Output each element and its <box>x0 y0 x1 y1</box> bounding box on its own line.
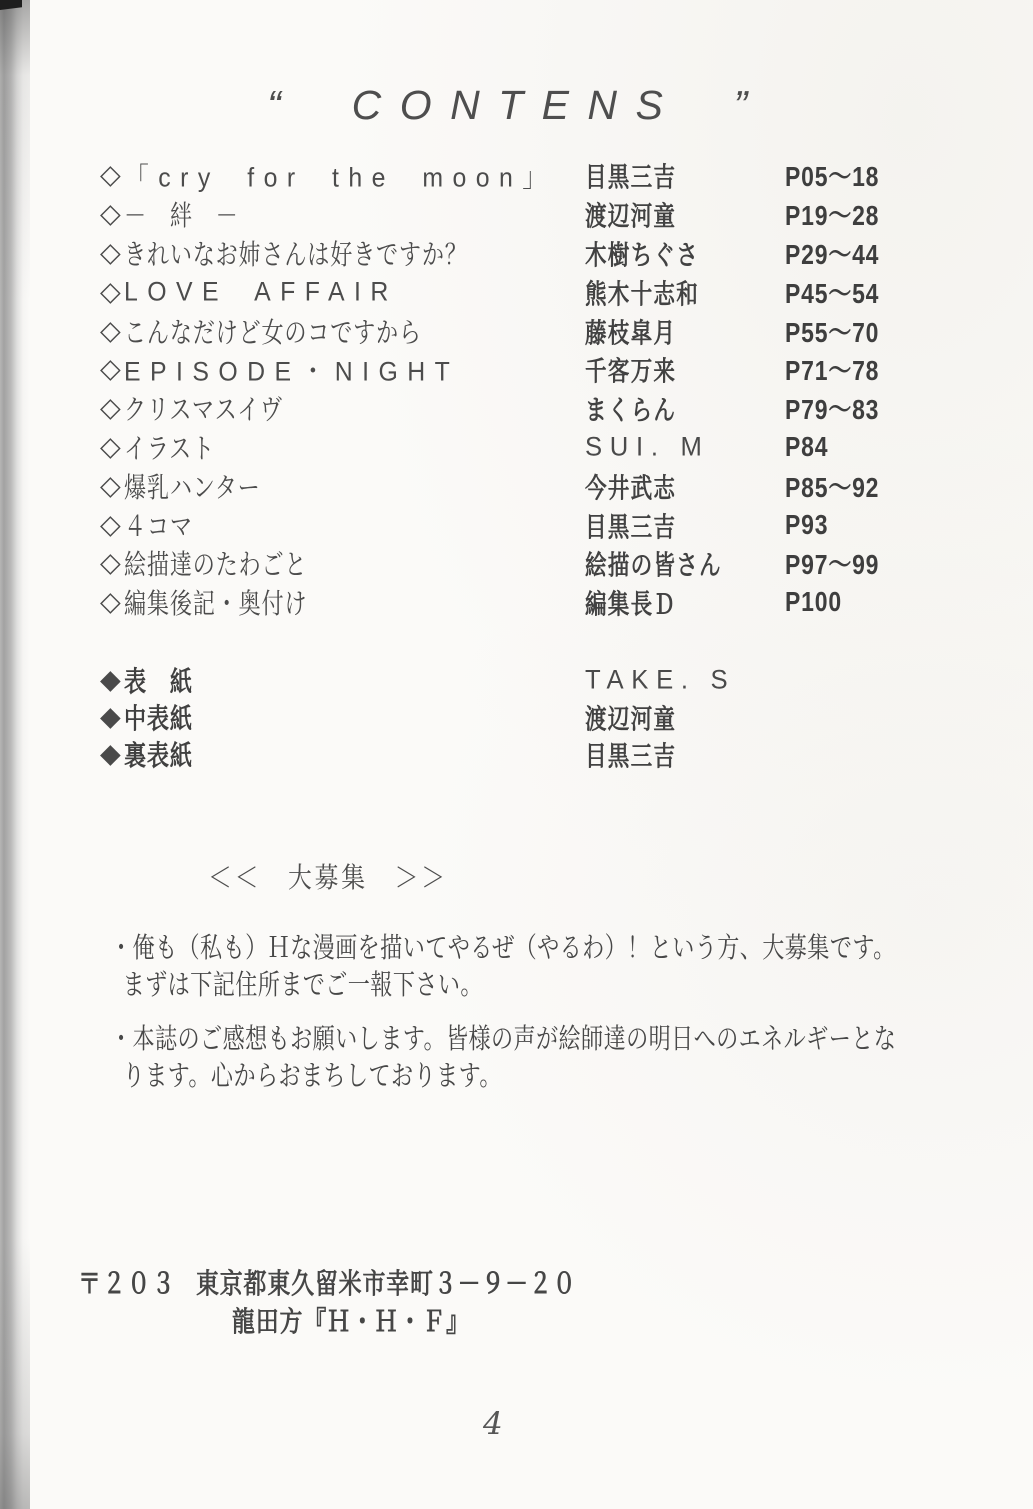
diamond-bullet-icon: ◆ <box>100 664 121 695</box>
toc-row <box>100 272 960 311</box>
toc-row <box>100 389 960 428</box>
entry-pages: P97〜99 <box>785 549 880 581</box>
entry-author: 目黒三吉 <box>585 512 677 543</box>
entry-author: SUI. M <box>585 431 710 462</box>
address-block <box>0 1262 1033 1352</box>
entry-author: 絵描の皆さん <box>585 550 722 581</box>
entry-pages: P100 <box>785 586 842 618</box>
entry-title: 中表紙 <box>124 703 193 735</box>
toc-row <box>100 311 960 350</box>
entry-pages: P45〜54 <box>785 277 880 309</box>
entry-pages: P55〜70 <box>785 316 880 348</box>
diamond-bullet-icon: ◇ <box>100 431 121 462</box>
entry-title: きれいなお姉さんは好きですか？ <box>124 238 468 270</box>
entry-author: 渡辺河童 <box>585 704 677 735</box>
paragraph-line: まずは下記住所までご一報下さい。 <box>122 969 483 1000</box>
entry-author: 今井武志 <box>585 473 677 504</box>
entry-title: 爆乳ハンター <box>124 471 261 503</box>
address-line2: 龍田方『Ｈ・Ｈ・Ｆ』 <box>232 1306 470 1337</box>
entry-title: こんなだけど女のコですから <box>124 316 422 348</box>
toc-row <box>100 736 960 773</box>
entry-author: 木樹ちぐさ <box>585 240 699 271</box>
entry-title: EPISODE・NIGHT <box>124 356 460 387</box>
entry-pages: P79〜83 <box>785 394 880 426</box>
toc-row <box>100 156 960 195</box>
entry-author: 千客万来 <box>585 356 677 387</box>
entry-pages: P85〜92 <box>785 471 880 503</box>
entry-title: 編集後記・奥付け <box>124 588 308 620</box>
page-number: 4 <box>483 1406 503 1442</box>
toc-row <box>100 350 960 389</box>
diamond-bullet-icon: ◇ <box>100 276 121 307</box>
entry-title: イラスト <box>124 432 215 464</box>
diamond-bullet-icon: ◇ <box>100 198 121 229</box>
entry-author: 目黒三吉 <box>585 741 677 772</box>
toc-row <box>100 466 960 505</box>
entry-title: ４コマ <box>124 510 193 542</box>
diamond-bullet-icon: ◇ <box>100 470 121 501</box>
toc-row <box>100 583 960 622</box>
toc-list <box>100 156 960 622</box>
diamond-bullet-icon: ◇ <box>100 547 121 578</box>
entry-pages: P93 <box>785 508 829 540</box>
toc-row <box>100 428 960 467</box>
entry-author: まくらん <box>585 395 677 426</box>
entry-title: 表 紙 <box>124 665 193 697</box>
entry-title: 「cry for the moon」 <box>124 162 557 193</box>
entry-author: 目黒三吉 <box>585 162 677 193</box>
toc-row <box>100 234 960 273</box>
diamond-bullet-icon: ◆ <box>100 738 121 769</box>
diamond-bullet-icon: ◇ <box>100 315 121 346</box>
entry-pages: P05〜18 <box>785 161 880 193</box>
entry-title: 絵描達のたわごと <box>124 549 308 581</box>
page-title: “ CONTENS ” <box>267 82 766 128</box>
toc-row <box>100 544 960 583</box>
covers-list <box>100 661 960 773</box>
paragraph-line: ・俺も（私も）Ｈな漫画を描いてやるぜ（やるわ）！という方、大募集です。 <box>110 932 896 963</box>
entry-pages: P71〜78 <box>785 355 880 387</box>
toc-row <box>100 698 960 735</box>
toc-row <box>100 505 960 544</box>
recruit-heading: ＜＜ 大募集 ＞＞ <box>208 862 448 893</box>
diamond-bullet-icon: ◇ <box>100 392 121 423</box>
entry-author: 渡辺河童 <box>585 201 677 232</box>
entry-author: 熊木十志和 <box>585 279 699 310</box>
diamond-bullet-icon: ◇ <box>100 237 121 268</box>
postal-code: 〒２０３ <box>78 1268 177 1299</box>
diamond-bullet-icon: ◇ <box>100 353 121 384</box>
entry-title: クリスマスイヴ <box>124 394 284 426</box>
toc-row <box>100 195 960 234</box>
diamond-bullet-icon: ◆ <box>100 701 121 732</box>
paragraph-line: ・本誌のご感想もお願いします。皆様の声が絵師達の明日へのエネルギーとな <box>110 1023 897 1054</box>
diamond-bullet-icon: ◇ <box>100 159 121 190</box>
diamond-bullet-icon: ◇ <box>100 509 121 540</box>
recruit-paragraph <box>110 1020 1010 1094</box>
entry-pages: P19〜28 <box>785 200 880 232</box>
recruit-paragraph <box>110 929 1010 1003</box>
paragraph-line: ります。心からおまちしております。 <box>122 1060 502 1091</box>
toc-row <box>100 661 960 698</box>
entry-title: 裏表紙 <box>124 740 193 772</box>
entry-pages: P84 <box>785 430 829 462</box>
entry-title: LOVE AFFAIR <box>124 276 398 307</box>
recruit-paragraphs <box>110 929 1010 1111</box>
entry-author: 編集長Ｄ <box>585 589 677 620</box>
entry-author: TAKE. S <box>585 664 736 695</box>
entry-title: － 絆 － <box>124 200 239 232</box>
diamond-bullet-icon: ◇ <box>100 586 121 617</box>
entry-pages: P29〜44 <box>785 238 880 270</box>
address-line1: 東京都東久留米市幸町３－９－２０ <box>196 1268 577 1299</box>
entry-author: 藤枝皐月 <box>585 318 677 349</box>
